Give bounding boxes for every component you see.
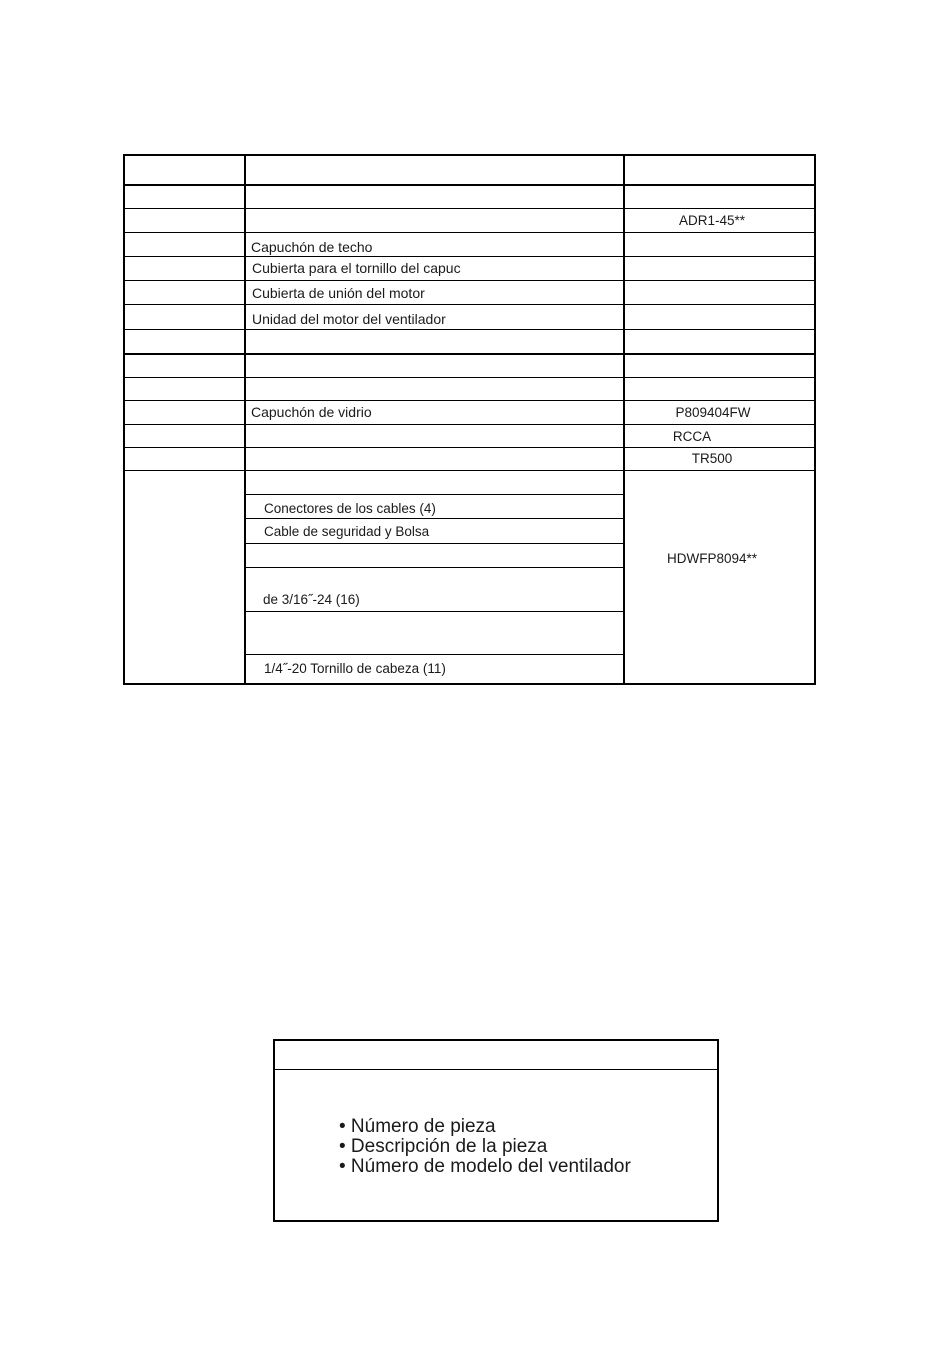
replacement-parts-box bbox=[273, 1039, 719, 1222]
parts-table bbox=[123, 154, 816, 685]
column-divider bbox=[623, 156, 625, 683]
part-description: Cubierta para el tornillo del capuc bbox=[252, 260, 461, 276]
row-divider bbox=[125, 184, 814, 186]
part-description: Capuchón de techo bbox=[251, 239, 373, 255]
bullet-part-description: • Descripción de la pieza bbox=[339, 1136, 548, 1157]
bullet-part-number: • Número de pieza bbox=[339, 1116, 496, 1137]
row-divider bbox=[125, 256, 814, 257]
part-description: Cubierta de unión del motor bbox=[252, 285, 425, 301]
row-divider bbox=[125, 377, 814, 378]
hardware-item: Cable de seguridad y Bolsa bbox=[264, 524, 430, 539]
part-model: ADR1-45** bbox=[678, 213, 746, 228]
row-divider bbox=[125, 353, 814, 355]
column-divider bbox=[244, 156, 246, 683]
row-divider bbox=[125, 304, 814, 305]
part-model: RCCA bbox=[672, 429, 712, 444]
hardware-row-divider bbox=[246, 543, 623, 544]
part-description: Unidad del motor del ventilador bbox=[252, 311, 446, 327]
row-divider bbox=[125, 232, 814, 233]
row-divider bbox=[125, 400, 814, 401]
hardware-item: 1/4˝-20 Tornillo de cabeza (11) bbox=[264, 661, 446, 676]
part-model: TR500 bbox=[691, 451, 733, 466]
box-header-divider bbox=[275, 1069, 717, 1070]
hardware-item: Conectores de los cables (4) bbox=[264, 501, 436, 516]
hardware-row-divider bbox=[246, 494, 623, 495]
hardware-row-divider bbox=[246, 654, 623, 655]
part-description: Capuchón de vidrio bbox=[251, 404, 372, 420]
bullet-fan-model-number: • Número de modelo del ventilador bbox=[339, 1156, 631, 1177]
hardware-row-divider bbox=[246, 567, 623, 568]
hardware-row-divider bbox=[246, 611, 623, 612]
hardware-model: HDWFP8094** bbox=[666, 551, 758, 566]
row-divider bbox=[125, 447, 814, 448]
row-divider bbox=[125, 424, 814, 425]
part-model: P809404FW bbox=[675, 405, 751, 420]
hardware-row-divider bbox=[246, 518, 623, 519]
row-divider bbox=[125, 208, 814, 209]
hardware-item: de 3/16˝-24 (16) bbox=[263, 592, 360, 607]
row-divider bbox=[125, 280, 814, 281]
row-divider bbox=[125, 329, 814, 330]
required-info-list bbox=[339, 1117, 631, 1177]
row-divider bbox=[125, 470, 814, 471]
